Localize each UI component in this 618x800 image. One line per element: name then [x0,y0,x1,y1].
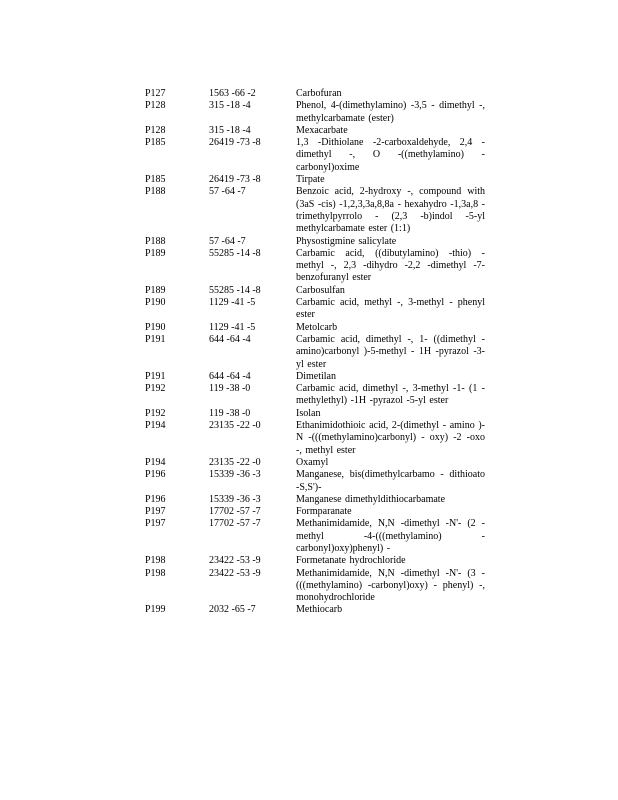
waste-code-cell: P199 [145,604,166,616]
cas-number-cell: 2032 -65 -7 [209,604,256,616]
cas-number-cell: 55285 -14 -8 [209,284,261,296]
waste-code-cell: P194 [145,420,166,432]
cas-number-cell: 1129 -41 -5 [209,297,256,309]
chemical-name-cell: Physostigmine salicylate [296,235,397,247]
chemical-name-cell: Manganese dimethyldithiocarbamate [296,493,446,505]
chemical-name-cell: Carbofuran [296,88,342,99]
cas-number-cell: 26419 -73 -8 [209,174,261,186]
cas-number-cell: 17702 -57 -7 [209,506,261,518]
table-row [145,469,485,494]
cas-number-cell: 15339 -36 -3 [209,469,261,481]
table-row [145,322,485,334]
waste-code-cell: P188 [145,235,166,247]
chemical-name-cell: Mexacarbate [296,124,348,136]
chemical-name-cell: Formparanate [296,506,352,518]
cas-number-cell: 119 -38 -0 [209,407,251,419]
chemical-name-cell: Isolan [296,407,321,419]
waste-code-cell: P198 [145,555,166,567]
cas-number-cell: 644 -64 -4 [209,333,251,345]
chemical-name-cell: Formetanate hydrochloride [296,555,406,567]
table-row [145,518,485,555]
waste-code-cell: P128 [145,100,166,112]
chemical-name-cell: Oxamyl [296,456,329,468]
table-row [145,420,485,457]
cas-number-cell: 1563 -66 -2 [209,88,256,99]
waste-code-cell: P189 [145,247,166,259]
table-row [145,371,485,383]
waste-code-cell: P197 [145,518,166,530]
waste-code-cell: P191 [145,333,166,345]
waste-code-cell: P196 [145,469,166,481]
waste-code-cell: P188 [145,186,166,198]
table-row [145,186,485,235]
table-row [145,506,485,518]
chemical-name-cell: Metolcarb [296,321,338,333]
table-row [145,248,485,285]
cas-number-cell: 57 -64 -7 [209,186,246,198]
chemical-name-cell: 1,3 -Dithiolane -2-carboxaldehyde, 2,4 - dimethyl -, O -((methylamino) - carbonyl)oxime [296,137,485,173]
cas-number-cell: 17702 -57 -7 [209,518,261,530]
chemical-name-cell: Carbosulfan [296,284,345,296]
chemical-name-cell: Benzoic acid, 2-hydroxy -, compound with (3aS -cis) -1,2,3,3a,8,8a - hexahydro -1,3a,8 -trimethylpyrrolo - (2,3 -b)indol -5-yl methylcarbamate ester (1:1) [296,186,485,235]
waste-code-cell: P198 [145,567,166,579]
chemical-name-cell: Methiocarb [296,604,343,616]
table-body [145,88,485,617]
table-row [145,457,485,469]
waste-code-cell: P127 [145,88,166,99]
waste-code-cell: P196 [145,493,166,505]
table-row [145,297,485,322]
chemical-name-cell: Phenol, 4-(dimethylamino) -3,5 - dimethyl -, methylcarbamate (ester) [296,100,485,124]
cas-number-cell: 644 -64 -4 [209,370,251,382]
cas-number-cell: 315 -18 -4 [209,124,251,136]
waste-code-cell: P194 [145,456,166,468]
waste-code-cell: P190 [145,321,166,333]
cas-number-cell: 15339 -36 -3 [209,493,261,505]
table-row [145,383,485,408]
cas-number-cell: 315 -18 -4 [209,100,251,112]
waste-code-cell: P190 [145,297,166,309]
waste-code-cell: P189 [145,284,166,296]
chemical-name-cell: Dimetilan [296,370,336,382]
table-row [145,125,485,137]
waste-code-cell: P185 [145,174,166,186]
chemical-name-cell: Methanimidamide, N,N -dimethyl -N'- (2 -methyl -4-(((methylamino) - carbonyl)oxy)phenyl) - [296,518,485,554]
chemical-name-cell: Manganese, bis(dimethylcarbamo - dithioato -S,S')- [296,469,485,493]
cas-number-cell: 23135 -22 -0 [209,456,261,468]
table-row [145,88,485,100]
chemical-name-cell: Carbamic acid, dimethyl -, 1- ((dimethyl -amino)carbonyl )-5-methyl - 1H -pyrazol -3-yl ester [296,333,485,370]
chemical-name-cell: Carbamic acid, methyl -, 3-methyl - phenyl ester [296,297,485,321]
chemical-name-cell: Ethanimidothioic acid, 2-(dimethyl - amino )-N -(((methylamino)carbonyl) - oxy) -2 -oxo -, methyl ester [296,420,485,456]
table-row [145,334,485,371]
table-row [145,494,485,506]
waste-code-cell: P191 [145,370,166,382]
table-row [145,604,485,616]
cas-number-cell: 55285 -14 -8 [209,247,261,259]
table-row [145,408,485,420]
cas-number-cell: 26419 -73 -8 [209,137,261,149]
table-row [145,137,485,174]
table-row [145,285,485,297]
cas-number-cell: 57 -64 -7 [209,235,246,247]
waste-code-cell: P185 [145,137,166,149]
chemical-name-cell: Methanimidamide, N,N -dimethyl -N'- (3 -(((methylamino) -carbonyl)oxy) - phenyl) -, monohydrochloride [296,567,485,604]
chemical-name-cell: Carbamic acid, dimethyl -, 3-methyl -1- (1 -methylethyl) -1H -pyrazol -5-yl ester [296,383,485,407]
chemical-name-cell: Tirpate [296,174,325,186]
cas-number-cell: 23422 -53 -9 [209,555,261,567]
cas-number-cell: 23135 -22 -0 [209,420,261,432]
waste-code-cell: P197 [145,506,166,518]
cas-number-cell: 119 -38 -0 [209,383,251,395]
hazardous-waste-code-table [145,88,485,617]
table-row [145,568,485,605]
cas-number-cell: 23422 -53 -9 [209,567,261,579]
table-row [145,555,485,567]
table-row [145,100,485,125]
waste-code-cell: P192 [145,383,166,395]
chemical-name-cell: Carbamic acid, ((dibutylamino) -thio) - methyl -, 2,3 -dihydro -2,2 -dimethyl -7- benzofuranyl ester [296,247,485,284]
table-row [145,236,485,248]
cas-number-cell: 1129 -41 -5 [209,321,256,333]
waste-code-cell: P192 [145,407,166,419]
table-row [145,174,485,186]
waste-code-cell: P128 [145,124,166,136]
